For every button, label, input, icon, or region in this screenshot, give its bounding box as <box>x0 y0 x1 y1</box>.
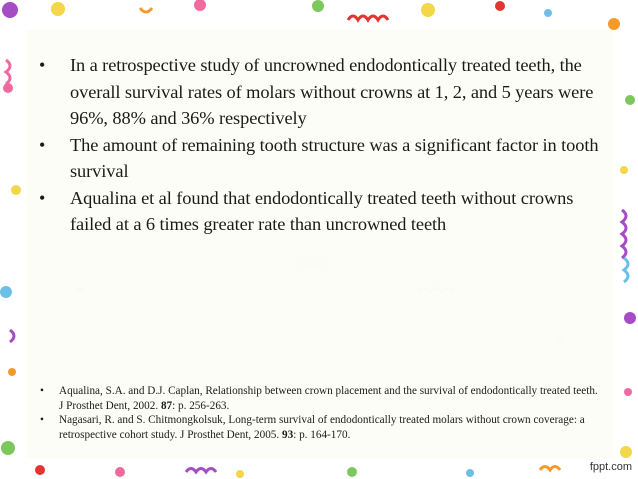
confetti-swirl <box>624 258 628 282</box>
confetti-dot <box>11 185 21 195</box>
confetti-dot <box>236 470 244 478</box>
confetti-dot <box>624 312 636 324</box>
bullet-marker: • <box>40 414 44 427</box>
reference-item <box>40 413 600 442</box>
confetti-dot <box>3 83 13 93</box>
reference-volume: 87 <box>160 399 173 412</box>
reference-pages: : p. 256-263. <box>172 399 230 412</box>
reference-pages: : p. 164-170. <box>293 428 351 441</box>
bullet-item <box>36 185 606 238</box>
bullet-text: Aqualina et al found that endodontically treated teeth without crowns failed at a 6 times greater rate than uncrowned teeth <box>70 187 574 234</box>
bullet-item <box>36 52 606 132</box>
watermark-logo: fppt.com <box>589 461 632 473</box>
confetti-swirl <box>10 330 14 342</box>
reference-text: Aqualina, S.A. and D.J. Caplan, Relationship between crown placement and the survival of endodontically treated teeth. J Prosthet Dent, 2002. <box>59 385 598 412</box>
confetti-dot <box>625 95 635 105</box>
confetti-dot <box>8 368 16 376</box>
confetti-dot <box>608 18 620 30</box>
confetti-swirl <box>348 16 388 20</box>
bullet-text: The amount of remaining tooth structure was a significant factor in tooth survival <box>70 134 599 181</box>
bullet-item <box>36 132 606 185</box>
bullet-list <box>36 52 606 238</box>
confetti-dot <box>544 9 552 17</box>
confetti-dot <box>1 441 15 455</box>
bullet-marker: • <box>39 55 46 75</box>
confetti-dot <box>194 0 206 11</box>
confetti-dot <box>421 3 435 17</box>
confetti-swirl <box>6 60 10 84</box>
confetti-dot <box>115 467 125 477</box>
confetti-dot <box>495 1 505 11</box>
confetti-dot <box>312 0 324 12</box>
confetti-swirl <box>186 469 216 473</box>
confetti-dot <box>51 2 65 16</box>
bullet-marker: • <box>39 187 46 208</box>
reference-item <box>40 384 600 413</box>
bullet-text: In a retrospective study of uncrowned endodontically treated teeth, the overall survival rates of molars without crowns at 1, 2, and 5 years were 96%, 88% and 36% respectively <box>70 55 594 128</box>
bullet-marker: • <box>39 134 46 155</box>
confetti-dot <box>466 469 474 477</box>
confetti-dot <box>0 286 12 298</box>
reference-text: Nagasari, R. and S. Chitmongkolsuk, Long-term survival of endodontically treated molars without crown coverage: a retrospective cohort study. J Prosthet Dent, 2005. <box>59 414 585 441</box>
confetti-dot <box>624 388 632 396</box>
confetti-dot <box>620 446 632 458</box>
confetti-swirl <box>622 210 626 258</box>
confetti-swirl <box>540 467 560 471</box>
confetti-dot <box>620 166 628 174</box>
confetti-dot <box>35 465 45 475</box>
bullet-marker: • <box>40 385 44 397</box>
confetti-swirl <box>140 8 152 12</box>
confetti-dot <box>347 467 357 477</box>
reference-list <box>40 384 600 442</box>
confetti-dot <box>2 2 18 18</box>
reference-volume: 93 <box>282 428 294 441</box>
